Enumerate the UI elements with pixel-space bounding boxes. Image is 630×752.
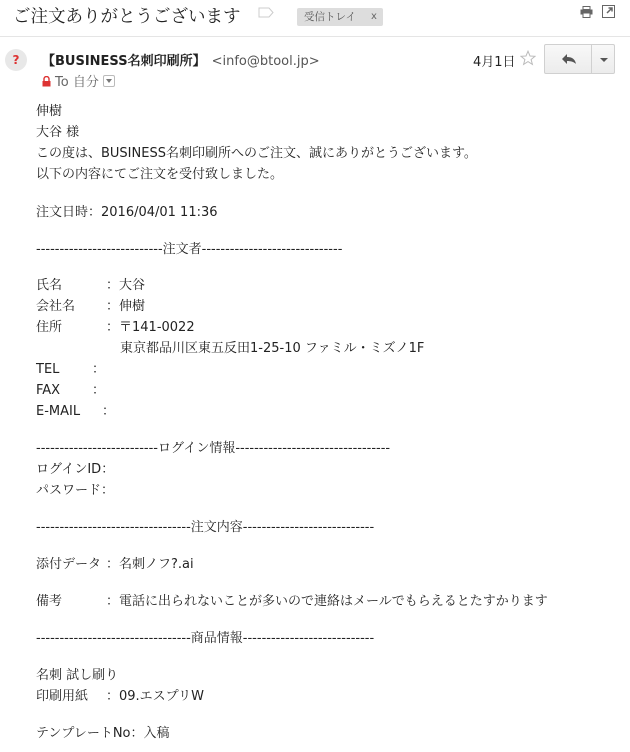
field-key: 添付データ [36, 557, 102, 572]
greeting-person: 大谷 様 [36, 125, 80, 140]
show-details-caret-icon[interactable] [103, 75, 115, 87]
separator-order: ---------------------------------注文内容---------------------------- [36, 520, 375, 535]
field-value: ：〒141-0022 [106, 320, 195, 335]
message-date: 4月1日 [473, 55, 516, 70]
separator-product: ---------------------------------商品情報---------------------------- [36, 631, 375, 646]
sender-email: <info@btool.jp> [211, 54, 320, 69]
header-divider [0, 36, 630, 37]
field-key: E-MAIL [36, 404, 81, 419]
field-value: ：大谷 [106, 278, 146, 293]
open-new-window-icon[interactable] [602, 5, 615, 18]
password: パスワード： [36, 483, 115, 498]
importance-marker-icon[interactable] [258, 7, 274, 18]
field-key: TEL [36, 362, 60, 377]
star-icon[interactable] [520, 50, 536, 66]
print-icon[interactable] [580, 6, 593, 18]
field-key: 氏名 [36, 278, 63, 293]
template-number: テンプレートNo：入稿 [36, 726, 170, 741]
address-line-2: 東京都品川区東五反田1-25-10 ファミル・ミズノ1F [120, 341, 425, 356]
field-key: 会社名 [36, 299, 76, 314]
field-value: ： [102, 404, 116, 419]
recipient-line [42, 71, 115, 90]
product-name: 名刺 試し刷り [36, 668, 119, 683]
intro-line-1: この度は、BUSINESS名刺印刷所へのご注文、誠にありがとうございます。 [36, 146, 477, 161]
separator-orderer: ---------------------------注文者------------------------------ [36, 242, 343, 257]
greeting-name: 伸樹 [36, 104, 63, 119]
separator-login: --------------------------ログイン情報--------------------------------- [36, 441, 391, 456]
field-key: 備考 [36, 594, 63, 609]
order-date: 注文日時：2016/04/01 11:36 [36, 205, 218, 220]
field-value: ： [92, 383, 106, 398]
recipient-name: 自分 [72, 75, 99, 90]
recipient-prefix: To [55, 75, 69, 90]
field-value: ：電話に出られないことが多いので連絡はメールでもらえるとたすかります [106, 594, 548, 609]
sender-name[interactable]: 【BUSINESS名刺印刷所】 [42, 54, 206, 69]
intro-line-2: 以下の内容にてご注文を受付致しました。 [36, 167, 284, 182]
more-options-button[interactable] [591, 44, 615, 74]
email-subject: ご注文ありがとうございます [13, 7, 241, 27]
remove-label-button[interactable]: x [371, 11, 377, 22]
field-value: ：伸樹 [106, 299, 146, 314]
inbox-label-text: 受信トレイ [304, 11, 356, 23]
field-key: 印刷用紙 [36, 689, 89, 704]
field-key: FAX [36, 383, 61, 398]
thread-header [0, 0, 630, 34]
field-value: ：名刺ノフ?.ai [106, 557, 194, 572]
inbox-label-chip[interactable] [297, 8, 383, 26]
lock-icon [42, 76, 51, 87]
sender-line [42, 50, 320, 69]
reply-arrow-icon [561, 53, 577, 65]
field-key: 住所 [36, 320, 63, 335]
reply-button[interactable] [544, 44, 592, 74]
field-value: ：09.エスプリW [106, 689, 205, 704]
field-value: ： [92, 362, 106, 377]
sender-avatar[interactable]: ? [5, 49, 27, 71]
login-id: ログインID： [36, 462, 115, 477]
